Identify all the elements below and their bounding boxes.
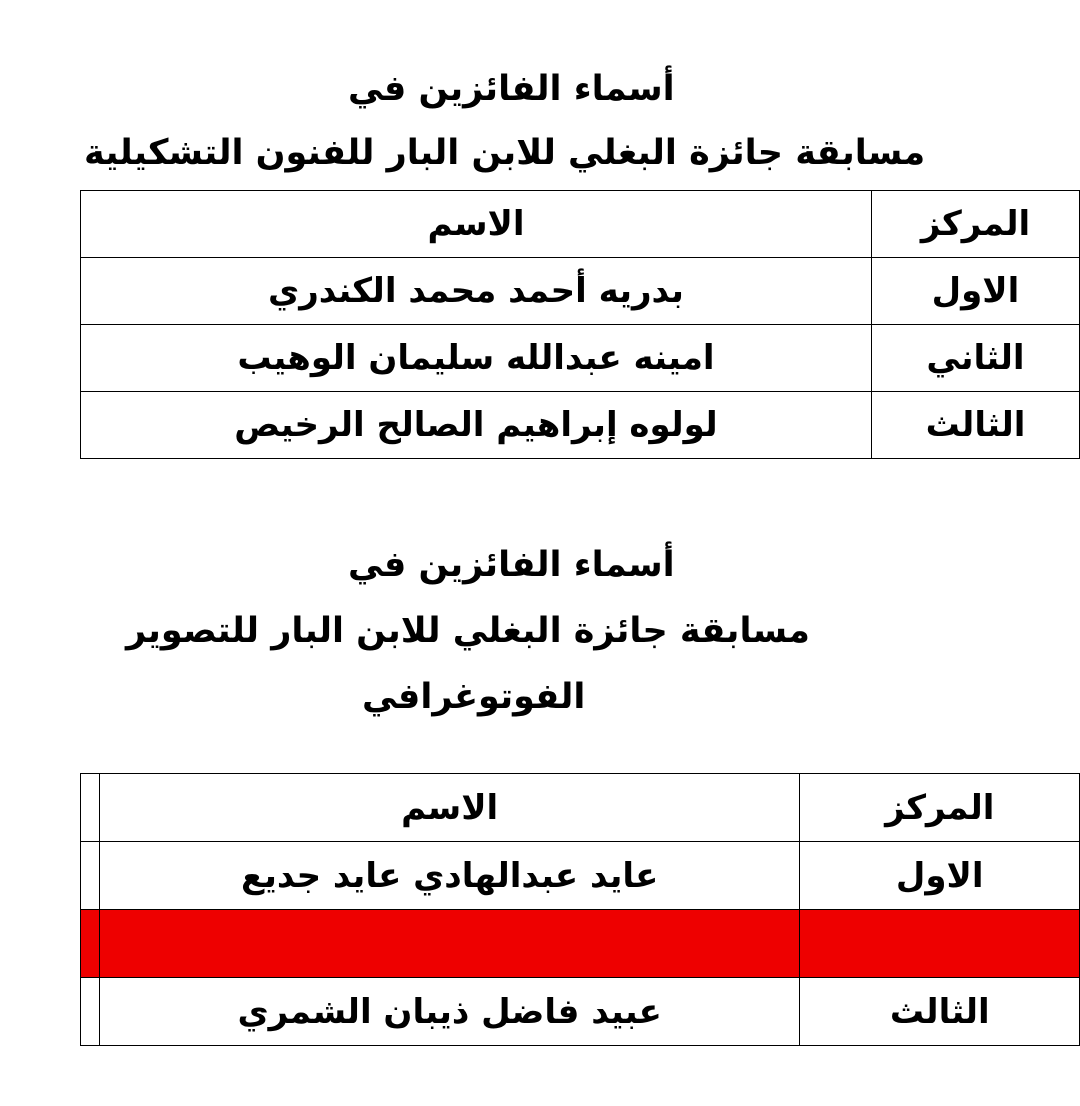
- highlighted-table-row: [81, 910, 1080, 978]
- table-row: [81, 325, 1080, 392]
- header-name: الاسم: [99, 774, 800, 842]
- rank-cell: الاول: [800, 842, 1080, 910]
- number-cell: [81, 842, 100, 910]
- name-cell: امينه عبدالله سليمان الوهيب: [81, 325, 872, 392]
- table-row: [81, 978, 1080, 1046]
- section2-title-line2: مسابقة جائزة البغلي للابن البار للتصوير: [126, 611, 810, 651]
- header-name: الاسم: [81, 191, 872, 258]
- table-header-row: [81, 191, 1080, 258]
- table-row: [81, 392, 1080, 459]
- name-cell: [99, 910, 800, 978]
- section1-title-line2: مسابقة جائزة البغلي للابن البار للفنون التشكيلية: [84, 133, 926, 173]
- table-row: [81, 842, 1080, 910]
- rank-cell: الاول: [871, 258, 1079, 325]
- name-cell: بدريه أحمد محمد الكندري: [81, 258, 872, 325]
- number-cell: [81, 978, 100, 1046]
- rank-cell: الثالث: [871, 392, 1079, 459]
- table-row: [81, 258, 1080, 325]
- section2-title-line1: أسماء الفائزين في: [348, 545, 675, 585]
- header-rank: المركز: [800, 774, 1080, 842]
- number-cell: [81, 774, 100, 842]
- name-cell: لولوه إبراهيم الصالح الرخيص: [81, 392, 872, 459]
- table-header-row: [81, 774, 1080, 842]
- header-rank: المركز: [871, 191, 1079, 258]
- name-cell: عبيد فاضل ذيبان الشمري: [99, 978, 800, 1046]
- number-cell: [81, 910, 100, 978]
- section2-winners-table: [80, 773, 1080, 1046]
- section1-title-line1: أسماء الفائزين في: [348, 69, 675, 109]
- rank-cell: [800, 910, 1080, 978]
- rank-cell: الثاني: [871, 325, 1079, 392]
- section1-winners-table: [80, 190, 1080, 459]
- name-cell: عايد عبدالهادي عايد جديع: [99, 842, 800, 910]
- section2-title-line3: الفوتوغرافي: [362, 677, 586, 717]
- rank-cell: الثالث: [800, 978, 1080, 1046]
